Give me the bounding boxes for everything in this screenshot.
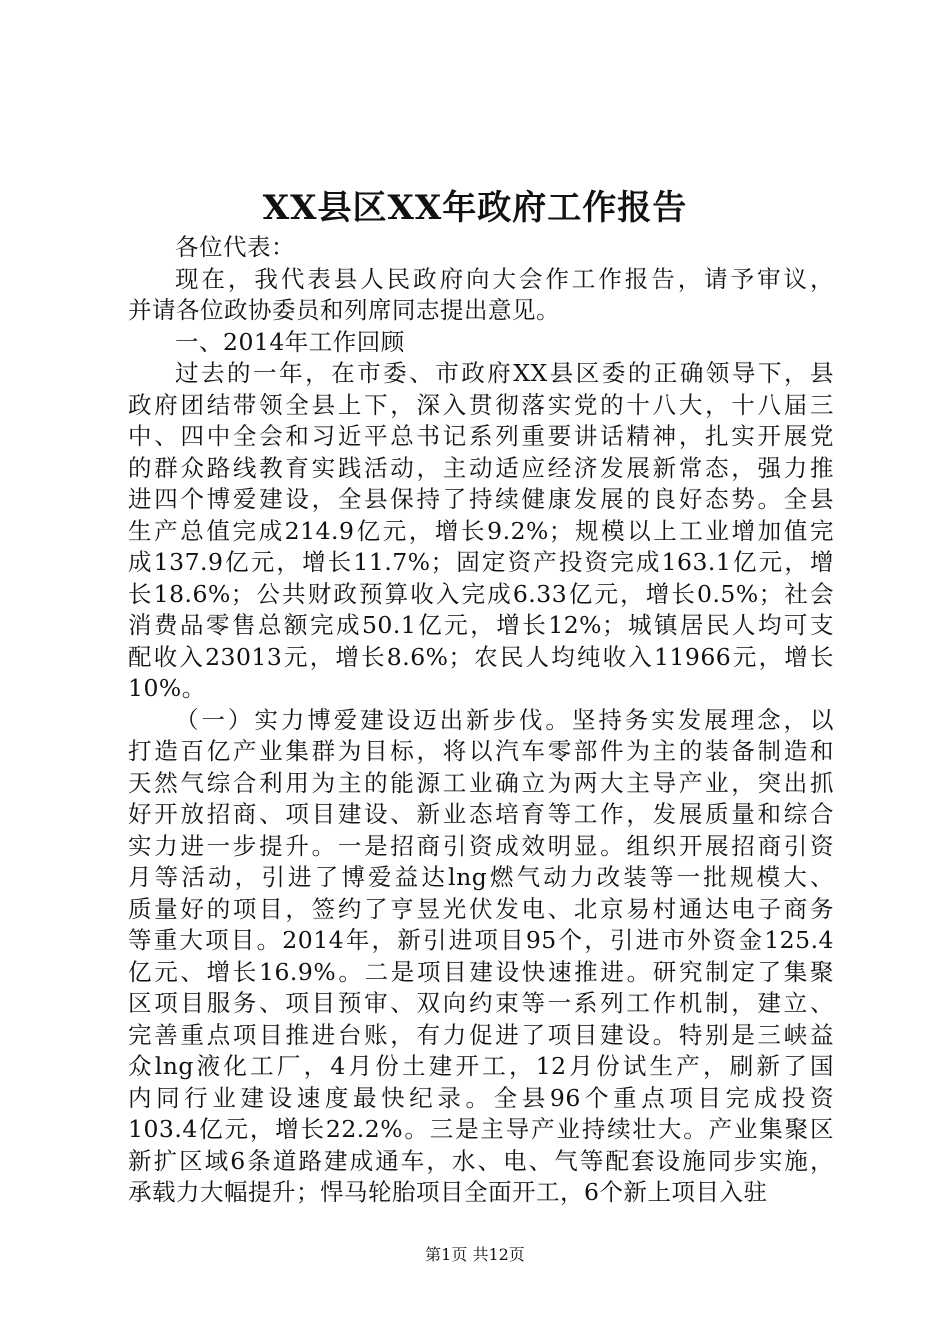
page-footer: 第1页 共12页 [425,1245,525,1264]
paragraph-line: （一）实力博爱建设迈出新步伐。坚持务实发展理念，以 [175,705,834,734]
paragraph-line: 消费品零售总额完成50.1亿元，增长12%；城镇居民人均可支 [128,611,834,639]
paragraph [128,327,834,359]
paragraph [128,705,834,1209]
paragraph-line: 亿元、增长16.9%。二是项目建设快速推进。研究制定了集聚 [128,957,834,986]
paragraph-line: 的群众路线教育实践活动，主动适应经济发展新常态，强力推 [128,453,834,482]
paragraph-line: 生产总值完成214.9亿元，增长9.2%；规模以上工业增加值完 [128,516,834,545]
paragraph-line: 长18.6%；公共财政预算收入完成6.33亿元，增长0.5%；社会 [128,579,834,608]
document-body [128,232,834,1209]
paragraph [128,264,834,327]
paragraph-line: 现在，我代表县人民政府向大会作工作报告，请予审议， [175,264,834,293]
paragraph-line: 好开放招商、项目建设、新业态培育等工作，发展质量和综合 [128,800,834,828]
paragraph-line: 各位代表： [175,233,295,261]
paragraph-line: 政府团结带领全县上下，深入贯彻落实党的十八大，十八届三 [128,390,834,419]
paragraph-line: 一、2014年工作回顾 [175,327,405,356]
paragraph-line: 内同行业建设速度最快纪录。全县96个重点项目完成投资 [128,1083,834,1112]
paragraph-line: 承载力大幅提升；悍马轮胎项目全面开工，6个新上项目入驻 [128,1178,768,1206]
paragraph-line: 完善重点项目推进台账，有力促进了项目建设。特别是三峡益 [128,1020,834,1049]
paragraph-line: 配收入23013元，增长8.6%；农民人均纯收入11966元，增长 [128,642,834,671]
paragraph-line: 实力进一步提升。一是招商引资成效明显。组织开展招商引资 [128,831,834,860]
paragraph-line: 进四个博爱建设，全县保持了持续健康发展的良好态势。全县 [128,485,834,513]
paragraph-line: 中、四中全会和习近平总书记系列重要讲话精神，扎实开展党 [128,422,834,450]
paragraph-line: 天然气综合利用为主的能源工业确立为两大主导产业，突出抓 [128,768,834,797]
paragraph [128,358,834,705]
paragraph-line: 等重大项目。2014年，新引进项目95个，引进市外资金125.4 [128,926,834,954]
paragraph-line: 成137.9亿元，增长11.7%；固定资产投资完成163.1亿元，增 [128,548,834,576]
paragraph-line: 新扩区域6条道路建成通车，水、电、气等配套设施同步实施， [128,1146,834,1175]
paragraph-line: 打造百亿产业集群为目标，将以汽车零部件为主的装备制造和 [128,737,834,765]
paragraph [128,232,834,264]
paragraph-line: 过去的一年，在市委、市政府XX县区委的正确领导下，县 [175,359,834,387]
document-title: XX县区XX年政府工作报告 [262,188,688,228]
paragraph-line: 质量好的项目，签约了亨昱光伏发电、北京易村通达电子商务 [128,894,834,923]
paragraph-line: 众lng液化工厂，4月份土建开工，12月份试生产，刷新了国 [128,1052,834,1080]
paragraph-line: 并请各位政协委员和列席同志提出意见。 [128,296,560,324]
paragraph-line: 区项目服务、项目预审、双向约束等一系列工作机制，建立、 [128,989,834,1017]
paragraph-line: 月等活动，引进了博爱益达lng燃气动力改装等一批规模大、 [128,863,834,891]
paragraph-line: 103.4亿元，增长22.2%。三是主导产业持续壮大。产业集聚区 [128,1115,834,1143]
paragraph-line: 10%。 [128,674,206,702]
